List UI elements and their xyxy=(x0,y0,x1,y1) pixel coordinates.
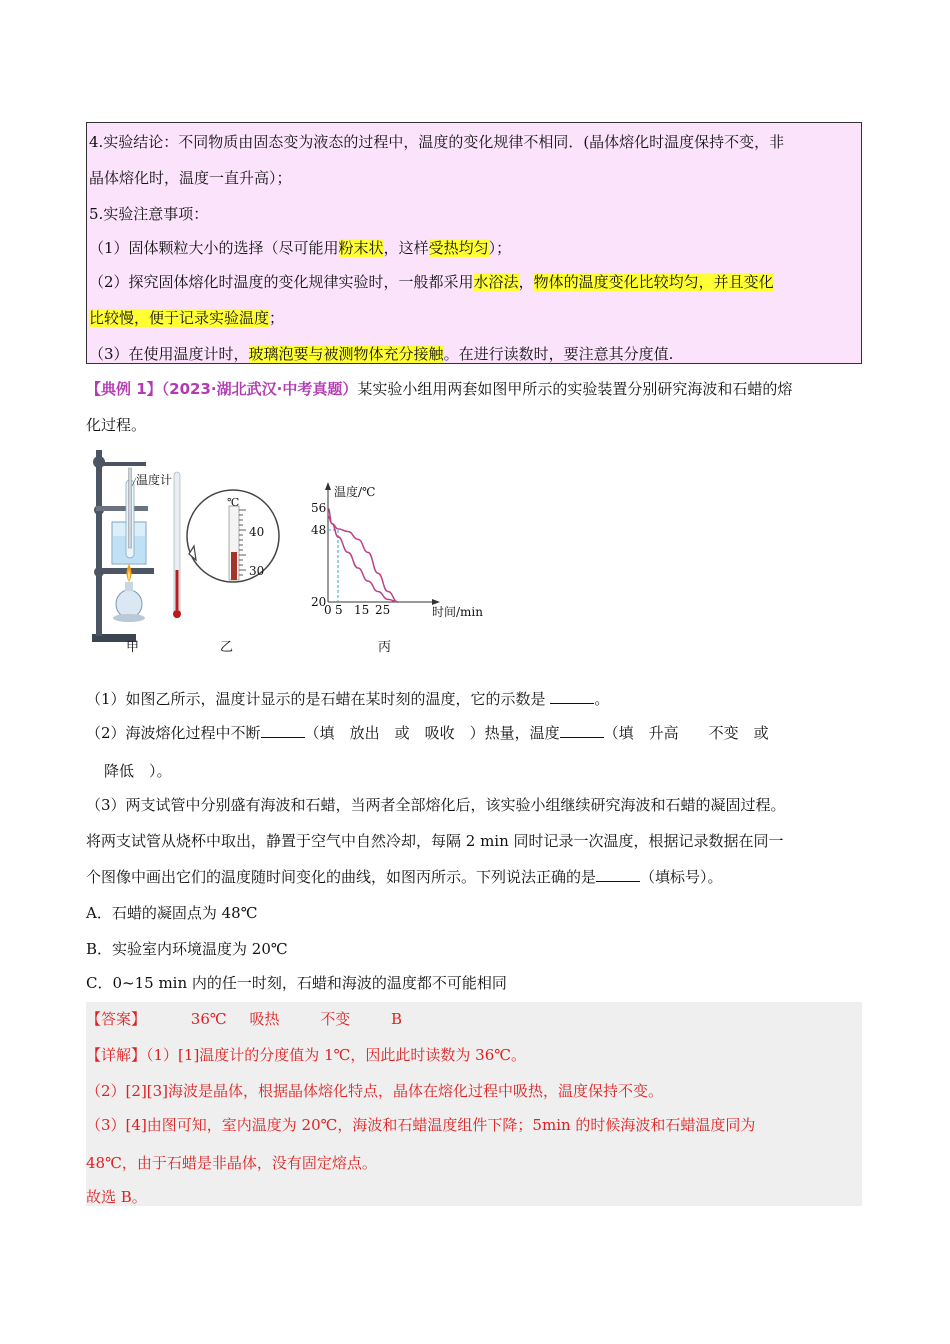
figure-label-jia: 甲 xyxy=(126,640,140,655)
highlight: 受热均匀 xyxy=(428,239,489,257)
gauge-label-40: 40 xyxy=(249,525,265,539)
detail-tag: 【详解】 xyxy=(86,1046,147,1064)
summary-line-6: 比较慢，便于记录实验温度； xyxy=(89,309,285,327)
answer-blank[interactable] xyxy=(261,725,305,738)
example-stem-line-2: 化过程。 xyxy=(86,416,147,434)
summary-box xyxy=(86,122,862,364)
summary-line-1: 4.实验结论：不同物质由固态变为液态的过程中，温度的变化规律不相同．(晶体熔化时温度保持不变，非 xyxy=(89,133,785,151)
option-b: B．实验室内环境温度为 20℃ xyxy=(86,940,288,958)
answer-box xyxy=(86,1002,862,1206)
summary-line-7: （3）在使用温度计时，玻璃泡要与被测物体充分接触。在进行读数时，要注意其分度值. xyxy=(89,345,674,363)
ring-support xyxy=(96,568,154,574)
highlight: 粉末状 xyxy=(338,239,384,257)
figure-label-bing: 丙 xyxy=(378,640,392,655)
summary-line-2: 晶体熔化时，温度一直升高）； xyxy=(89,169,292,187)
highlight: 比较慢，便于记录实验温度 xyxy=(89,309,270,327)
clamp-arm-mid xyxy=(96,506,148,511)
option-a: A．石蜡的凝固点为 48℃ xyxy=(86,904,258,922)
detail-line-4: 48℃，由于石蜡是非晶体，没有固定熔点。 xyxy=(86,1154,377,1172)
thermometer-liquid xyxy=(176,570,179,610)
answer-1: 36℃ xyxy=(190,1010,227,1028)
highlight: 水浴法 xyxy=(473,273,519,291)
gauge-label-30: 30 xyxy=(249,564,265,578)
figure-apparatus xyxy=(86,442,496,662)
graph-ylabel: 温度/℃ xyxy=(334,485,376,499)
summary-line-4: （1）固体颗粒大小的选择（尽可能用粉末状，这样受热均匀）； xyxy=(89,239,512,257)
detail-line-5: 故选 B。 xyxy=(86,1188,147,1206)
clamp-arm-top xyxy=(96,462,146,466)
example-stem-line-1: 【典例 1】（2023·湖北武汉·中考真题）某实验小组用两套如图甲所示的实验装置分别研究海波和石蜡的熔 xyxy=(86,380,793,398)
highlight: 物体的温度变化比较均匀，并且变化 xyxy=(533,273,774,291)
question-2-line-2: 降低 ）。 xyxy=(104,762,172,780)
gauge-unit: ℃ xyxy=(227,496,240,509)
stand-rod xyxy=(96,450,102,636)
detail-line-1: 【详解】（1）[1]温度计的分度值为 1℃，因此此时读数为 36℃。 xyxy=(86,1046,527,1064)
y-tick-20: 20 xyxy=(311,595,327,609)
example-tag: 【典例 1】 xyxy=(86,380,162,398)
answer-2: 吸热 xyxy=(249,1010,280,1028)
question-3-line-3: 个图像中画出它们的温度随时间变化的曲线，如图丙所示。下列说法正确的是 （填标号）。 xyxy=(86,868,723,886)
summary-line-5: （2）探究固体熔化时温度的变化规律实验时，一般都采用水浴法，物体的温度变化比较均匀，并且变化 xyxy=(89,273,774,291)
answer-blank[interactable] xyxy=(560,725,604,738)
answer-line xyxy=(86,1008,402,1029)
x-tick-25: 25 xyxy=(375,603,391,617)
y-tick-48: 48 xyxy=(311,523,327,537)
question-3-line-1: （3）两支试管中分别盛有海波和石蜡，当两者全部熔化后，该实验小组继续研究海波和石蜡的凝固过程。 xyxy=(86,796,786,814)
thermometer-bulb xyxy=(173,610,181,618)
x-tick-15: 15 xyxy=(354,603,370,617)
detail-line-2: （2）[2][3]海波是晶体，根据晶体熔化特点，晶体在熔化过程中吸热，温度保持不变。 xyxy=(86,1082,664,1100)
thermometer-in-tube xyxy=(129,468,132,548)
example-source: （2023·湖北武汉·中考真题） xyxy=(161,380,358,398)
burner-neck xyxy=(125,582,133,591)
question-1: （1）如图乙所示，温度计显示的是石蜡在某时刻的温度，它的示数是 。 xyxy=(86,690,610,708)
burner-base xyxy=(113,614,145,622)
answer-blank[interactable] xyxy=(550,691,594,704)
option-c: C．0~15 min 内的任一时刻，石蜡和海波的温度都不可能相同 xyxy=(86,974,507,992)
series-line-海波 xyxy=(328,516,398,602)
detail-line-3: （3）[4]由图可知，室内温度为 20℃，海波和石蜡温度组件下降；5min 的时候海波和石蜡温度同为 xyxy=(86,1116,756,1134)
graph-xlabel: 时间/min xyxy=(432,605,483,619)
question-2-line-1: （2）海波熔化过程中不断 （填 放出 或 吸收 ）热量，温度 （填 升高 不变 或 xyxy=(86,724,769,742)
question-3-line-2: 将两支试管从烧杯中取出，静置于空气中自然冷却，每隔 2 min 同时记录一次温度，根据记录数据在同一 xyxy=(86,832,784,850)
cooling-graph xyxy=(311,482,483,619)
y-tick-56: 56 xyxy=(311,501,327,515)
y-axis-arrow xyxy=(325,482,331,490)
burner xyxy=(116,590,142,618)
thermometer-label: 温度计 xyxy=(136,473,173,487)
answer-4: B xyxy=(391,1010,403,1028)
answer-3: 不变 xyxy=(320,1010,351,1028)
answer-tag: 【答案】 xyxy=(86,1010,147,1028)
answer-blank[interactable] xyxy=(596,869,640,882)
x-tick-5: 5 xyxy=(335,603,343,617)
highlight: 玻璃泡要与被测物体充分接触 xyxy=(248,345,444,363)
figure-label-yi: 乙 xyxy=(220,640,234,655)
summary-line-3: 5.实验注意事项： xyxy=(89,205,209,223)
gauge-liquid xyxy=(231,552,237,580)
x-tick-0: 0 xyxy=(324,603,332,617)
